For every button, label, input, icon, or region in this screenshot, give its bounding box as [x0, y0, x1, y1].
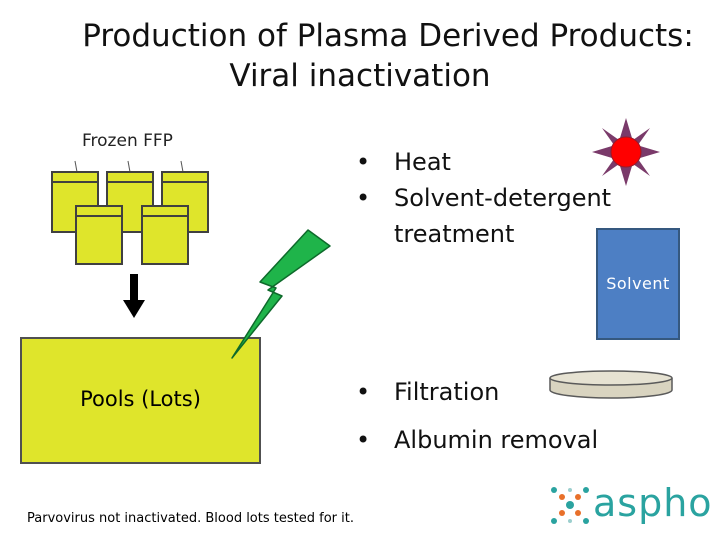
plasma-bag — [142, 206, 188, 264]
plasma-bag — [76, 206, 122, 264]
logo-mark-icon — [548, 484, 592, 528]
bullet-solvent-detergent: • Solvent-detergent — [356, 180, 611, 216]
title-line-2: Viral inactivation — [229, 58, 491, 94]
bullet-heat: • Heat — [356, 144, 611, 180]
lightning-bolt-icon — [226, 226, 336, 362]
bullet-filtration: • Filtration — [356, 368, 598, 416]
frozen-ffp-label: Frozen FFP — [82, 131, 173, 151]
filter-disc-icon — [546, 368, 676, 402]
slide-title — [0, 16, 720, 96]
solvent-label: Solvent — [606, 274, 670, 293]
down-arrow-icon — [122, 272, 146, 320]
pools-label: Pools (Lots) — [80, 387, 201, 411]
bag-hanger — [75, 161, 77, 172]
logo-text: aspho — [593, 481, 713, 525]
plasma-bags-illustration — [50, 158, 215, 268]
sun-icon — [590, 116, 662, 188]
bullet-albumin-removal: • Albumin removal — [356, 416, 598, 464]
bullet-solvent-detergent-cont: treatment — [394, 220, 515, 248]
bullets-top — [356, 144, 611, 252]
title-line-1: Production of Plasma Derived Products: — [82, 18, 694, 54]
bag-hanger — [128, 161, 130, 172]
footnote: Parvovirus not inactivated. Blood lots tested for it. — [27, 511, 354, 526]
bag-hanger — [181, 161, 183, 172]
